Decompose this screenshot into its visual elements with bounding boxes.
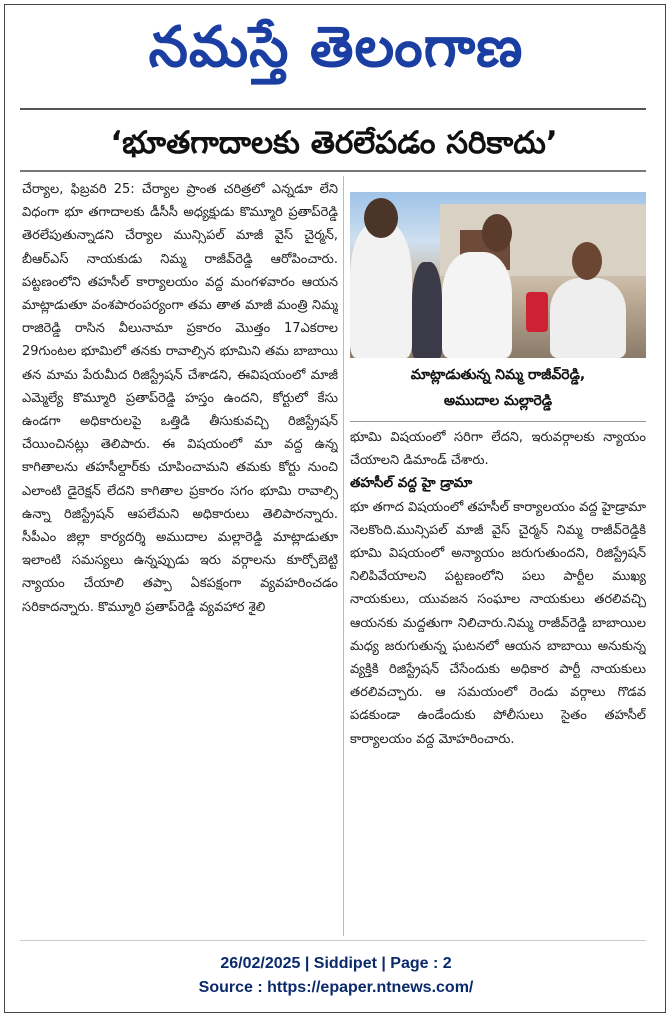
column-divider <box>343 176 344 936</box>
article-body-right-intro: భూమి విషయంలో సరిగా లేదని, ఇరువర్గాలకు న్యాయం చేయాలని డిమాండ్ చేశారు. <box>350 430 646 469</box>
photo-caption <box>350 362 646 418</box>
page-footer <box>0 952 672 1000</box>
article-headline: ‘భూతగాదాలకు తెరలేపడం సరికాదు’ <box>110 125 558 161</box>
photo-person <box>550 278 626 358</box>
article-subhead: తహసీల్ వద్ద హై డ్రామా <box>350 475 473 492</box>
article-left-column <box>22 178 338 938</box>
masthead <box>0 0 672 100</box>
photo-person-head <box>572 242 602 280</box>
footer-rule <box>20 940 646 941</box>
microphone-icon <box>526 292 548 332</box>
photo-person <box>442 252 512 358</box>
article-body-right: భూ తగాద విషయంలో తహసీల్ కార్యాలయం వద్ద హైడ్రామా నెలకొంది.మున్సిపల్ మాజీ వైస్ చైర్మన్ నిమ్మ రాజీవ్‌రెడ్డికి భూమి విషయంలో అన్యాయం జరుగుతుందని, రిజిస్ట్రేషన్ నిలిపివేయాలని పట్టణంలోని పలు పార్టీల ముఖ్య నాయకులు, యువజన సంఘాల నాయకులు తరలివచ్చి ఆయనకు మద్దతుగా నిలిచారు.నిమ్మ రాజీవ్‌రెడ్డి బాబాయిల మధ్య జరుగుతున్న ఘటనలో ఆయన బాబాయి అనుకున్న వ్యక్తికి రిజిస్ట్రేషన్ చేసేందుకు అధికార పార్టీ నాయకులు తరలివచ్చారు. ఆ సమయంలో రెండు వర్గాలు గొడవ పడకుండా ఉండేందుకు పోలీసులు సైతం తహసీల్ కార్యాలయం వద్ద మోహరించారు. <box>350 499 646 747</box>
photo-person <box>350 222 412 358</box>
photo-person <box>412 262 442 358</box>
photo-person-head <box>482 214 512 252</box>
footer-date-edition: 26/02/2025 | Siddipet | Page : 2 <box>220 955 452 972</box>
caption-rule <box>350 421 646 422</box>
article-body-left: చేర్యాల, ఫిబ్రవరి 25: చేర్యాల ప్రాంత చరిత్రలో ఎన్నడూ లేని విధంగా భూ తగాదాలకు డీసీసీ అధ్యక్షుడు కొమ్మూరి ప్రతాప్‌రెడ్డి తెరలేపుతున్నాడని చేర్యాల మున్సిపల్ మాజీ వైస్ చైర్మన్, బీఆర్ఎస్ నాయకుడు నిమ్మ రాజీవ్‌రెడ్డి ఆరోపించారు. పట్టణంలోని తహసీల్ కార్యాలయం వద్ద మంగళవారం ఆయన మాట్లాడుతూ వంశపారంపర్యంగా తమ తాత మాజీ మంత్రి నిమ్మ రాజిరెడ్డి రాసిన వీలునామా ప్రకారం మొత్తం 17ఎకరాల 29గుంటల భూమిలో తనకు రావాల్సిన భూమిని తమ బాబాయి తన మామ పేరుమీద రిజిస్ట్రేషన్ చేశాడని, ఈవిషయంలో మాజీ ఎమ్మెల్యే కొమ్మూరి ప్రతాప్‌రెడ్డి హస్తం ఉందని, కోర్టులో కేసు ఉండగా అధికారులపై ఒత్తిడి తీసుకువచ్చి రిజిస్ట్రేషన్ చేయించినట్లు తెలిపారు. ఈ విషయంలో మా వద్ద ఉన్న కాగితాలను తహసీల్దార్‌కు చూపించామని తమకు కోర్టు నుంచి ఎలాంటి డైరెక్షన్ లేదని కాగితాల ప్రకారం సగం భూమి రావాల్సి ఉన్నా రిజిస్ట్రేషన్ ఆపలేమని అధికారులు తెలిపారన్నారు. సీపీఎం జిల్లా కార్యదర్శి అముదాల మల్లారెడ్డి మాట్లాడుతూ ఇలాంటి సమస్యలు ఉన్నప్పుడు ఇరు వర్గాలను కూర్చోబెట్టి న్యాయం చేయాలి తప్పా ఏకపక్షంగా వ్యవహరించడం సరికాదన్నారు. కొమ్మూరి ప్రతాప్‌రెడ్డి వ్యవహార శైలి <box>22 182 338 615</box>
news-photo <box>350 192 646 358</box>
photo-caption-line-2: అముదాల మల్లారెడ్డి <box>443 393 553 409</box>
masthead-rule <box>20 108 646 110</box>
footer-source: Source : https://epaper.ntnews.com/ <box>198 979 474 996</box>
headline-rule <box>20 170 646 172</box>
article-right-column <box>350 426 646 938</box>
newspaper-logo: నమస్తే తెలంగాణ <box>148 14 524 80</box>
photo-caption-line-1: మాట్లాడుతున్న నిమ్మ రాజీవ్‌రెడ్డి, <box>410 367 586 383</box>
photo-person-head <box>364 198 398 238</box>
